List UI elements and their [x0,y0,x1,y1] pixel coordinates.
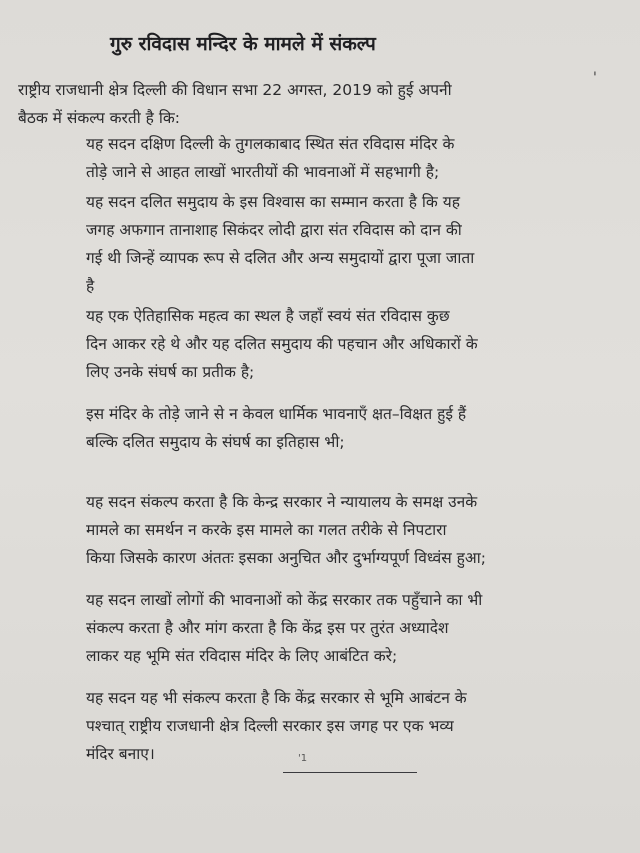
resolution-paragraph-1 [86,130,596,186]
resolution-paragraph-4 [86,400,596,456]
margin-mark: ' [593,70,597,86]
bottom-mark: '1 [298,753,308,764]
resolution-paragraph-6 [86,586,606,670]
paragraph-line: बल्कि दलित समुदाय के संघर्ष का इतिहास भी; [86,433,345,451]
paragraph-line: गई थी जिन्हें व्यापक रूप से दलित और अन्य समुदायों द्वारा पूजा जाता [86,249,475,267]
paragraph-line: लाकर यह भूमि संत रविदास मंदिर के लिए आबंटित करे; [86,647,398,665]
paragraph-line: मामले का समर्थन न करके इस मामले का गलत तरीके से निपटारा [86,521,447,539]
intro-line: राष्ट्रीय राजधानी क्षेत्र दिल्ली की विधान सभा 22 अगस्त, 2019 को हुई अपनी [18,81,452,99]
paragraph-line: है [86,277,95,295]
paragraph-line: तोड़े जाने से आहत लाखों भारतीयों की भावनाओं में सहभागी है; [86,163,440,181]
resolution-paragraph-3 [86,302,596,386]
paragraph-line: यह सदन संकल्प करता है कि केन्द्र सरकार ने न्यायालय के समक्ष उनके [86,493,478,511]
paragraph-line: मंदिर बनाए। [86,745,155,763]
resolution-paragraph-5 [86,488,606,572]
intro-line: बैठक में संकल्प करती है कि: [18,109,180,127]
signature-line [283,772,417,773]
paragraph-line: यह एक ऐतिहासिक महत्व का स्थल है जहाँ स्वयं संत रविदास कुछ [86,307,450,325]
paragraph-line: यह सदन दलित समुदाय के इस विश्वास का सम्मान करता है कि यह [86,193,460,211]
paragraph-line: लिए उनके संघर्ष का प्रतीक है; [86,363,255,381]
paragraph-line: जगह अफगान तानाशाह सिकंदर लोदी द्वारा संत रविदास को दान की [86,221,462,239]
paragraph-line: पश्चात् राष्ट्रीय राजधानी क्षेत्र दिल्ली सरकार इस जगह पर एक भव्य [86,717,454,735]
paragraph-line: इस मंदिर के तोड़े जाने से न केवल धार्मिक भावनाएँ क्षत–विक्षत हुई हैं [86,405,467,423]
paragraph-line: दिन आकर रहे थे और यह दलित समुदाय की पहचान और अधिकारों के [86,335,478,353]
document-title: गुरु रविदास मन्दिर के मामले में संकल्प [110,33,376,55]
paragraph-line: यह सदन यह भी संकल्प करता है कि केंद्र सरकार से भूमि आबंटन के [86,689,467,707]
resolution-paragraph-7 [86,684,616,768]
paragraph-line: यह सदन दक्षिण दिल्ली के तुगलकाबाद स्थित संत रविदास मंदिर के [86,135,455,153]
paragraph-line: संकल्प करता है और मांग करता है कि केंद्र इस पर तुरंत अध्यादेश [86,619,449,637]
intro-paragraph [18,76,578,132]
paragraph-line: किया जिसके कारण अंततः इसका अनुचित और दुर्भाग्यपूर्ण विध्वंस हुआ; [86,549,486,567]
paragraph-line: यह सदन लाखों लोगों की भावनाओं को केंद्र सरकार तक पहुँचाने का भी [86,591,483,609]
resolution-paragraph-2 [86,188,596,300]
